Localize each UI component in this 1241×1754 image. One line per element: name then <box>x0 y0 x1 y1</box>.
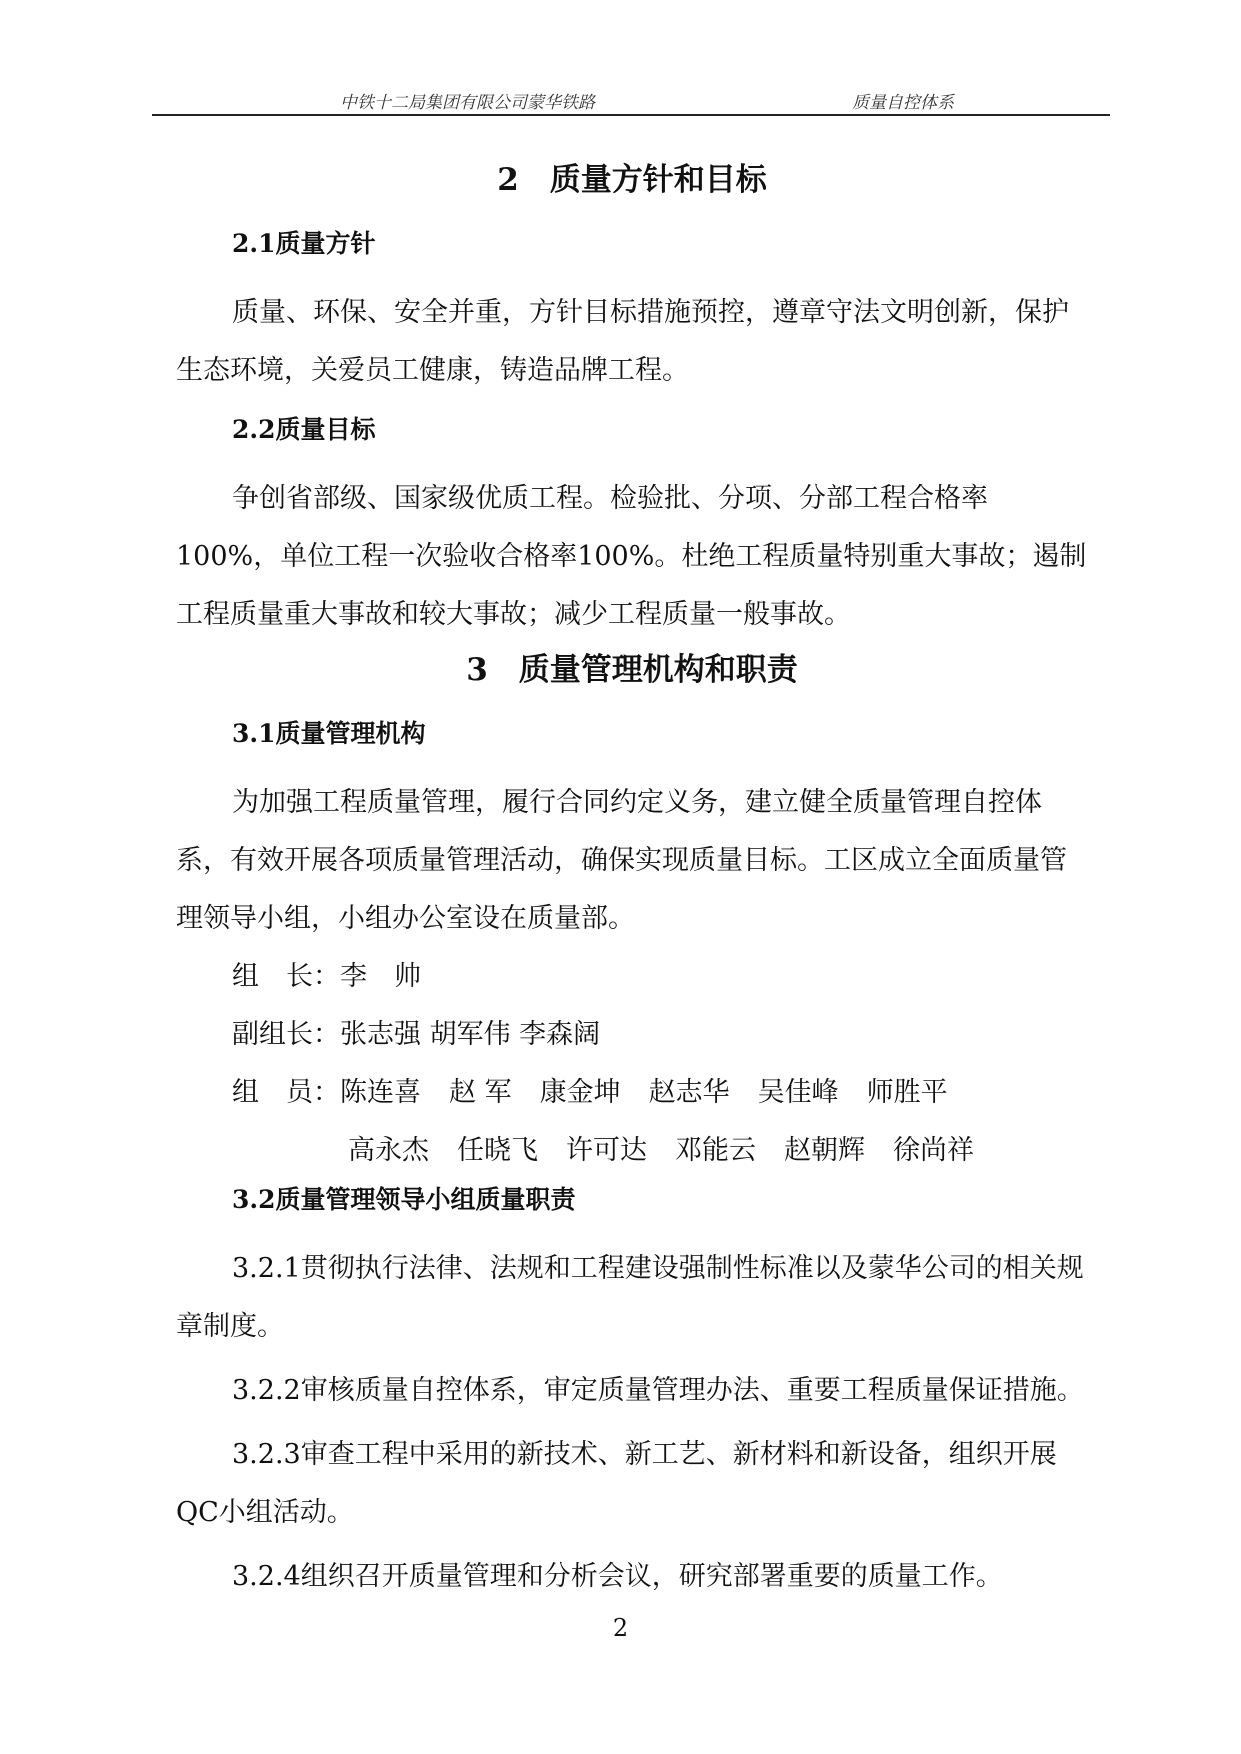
member-name: 师胜平 <box>866 1077 948 1108</box>
member-name: 许可达 <box>566 1135 647 1166</box>
section-2-2-text: 争创省部级、国家级优质工程。检验批、分项、分部工程合格率100%，单位工程一次验收合格率100%。杜绝工程质量特别重大事故；遏制工程质量重大事故和较大事故；减少工程质量一般事故。 <box>176 483 1087 630</box>
section-2-1-title: 2.1质量方针 <box>232 229 376 258</box>
section-2-2-title: 2.2质量目标 <box>232 415 376 444</box>
member-name: 徐尚祥 <box>893 1135 974 1166</box>
deputy-names: 张志强 胡军伟 李森阔 <box>340 1019 601 1050</box>
member-name: 邓能云 <box>675 1135 756 1166</box>
leader-row <box>232 948 1088 1006</box>
member-name: 高永杰 <box>348 1135 429 1166</box>
section-3-1-text: 为加强工程质量管理，履行合同约定义务，建立健全质量管理自控体系，有效开展各项质量管理活动，确保实现质量目标。工区成立全面质量管理领导小组，小组办公室设在质量部。 <box>176 787 1067 934</box>
page-header <box>152 84 1110 116</box>
document-body <box>176 158 1088 1606</box>
section-3-2-4: 3.2.4组织召开质量管理和分析会议，研究部署重要的质量工作。 <box>232 1561 1003 1592</box>
header-doc-title: 质量自控体系 <box>852 93 954 113</box>
members-row-1 <box>232 1064 1088 1122</box>
members-row-2 <box>348 1122 1088 1180</box>
member-name: 康金坤 <box>539 1077 621 1108</box>
section-3-1-title: 3.1质量管理机构 <box>232 719 426 748</box>
section-3-2-1: 3.2.1贯彻执行法律、法规和工程建设强制性标准以及蒙华公司的相关规章制度。 <box>176 1253 1084 1342</box>
section-3-title: 3 质量管理机构和职责 <box>466 652 798 688</box>
deputy-row <box>232 1006 1088 1064</box>
section-3-2-3: 3.2.3审查工程中采用的新技术、新工艺、新材料和新设备，组织开展QC小组活动。 <box>176 1439 1057 1528</box>
member-name: 陈连喜 <box>340 1077 421 1108</box>
section-2-title: 2 质量方针和目标 <box>497 162 767 198</box>
member-name: 赵朝辉 <box>784 1135 865 1166</box>
section-3-2-2: 3.2.2审核质量自控体系，审定质量管理办法、重要工程质量保证措施。 <box>232 1375 1084 1406</box>
member-name: 赵志华 <box>648 1077 730 1108</box>
leader-name: 李 帅 <box>340 961 421 992</box>
member-name: 任晓飞 <box>457 1135 538 1166</box>
deputy-label: 副组长： <box>232 1019 340 1050</box>
member-name: 赵 军 <box>449 1077 512 1108</box>
page-number: 2 <box>612 1614 629 1642</box>
header-company: 中铁十二局集团有限公司蒙华铁路 <box>340 93 595 113</box>
member-name: 吴佳峰 <box>757 1077 839 1108</box>
members-label: 组 员： <box>232 1077 340 1108</box>
section-2-1-text: 质量、环保、安全并重，方针目标措施预控，遵章守法文明创新，保护生态环境，关爱员工健康，铸造品牌工程。 <box>176 297 1069 386</box>
section-3-2-title: 3.2质量管理领导小组质量职责 <box>232 1185 576 1214</box>
leader-label: 组 长： <box>232 961 340 992</box>
